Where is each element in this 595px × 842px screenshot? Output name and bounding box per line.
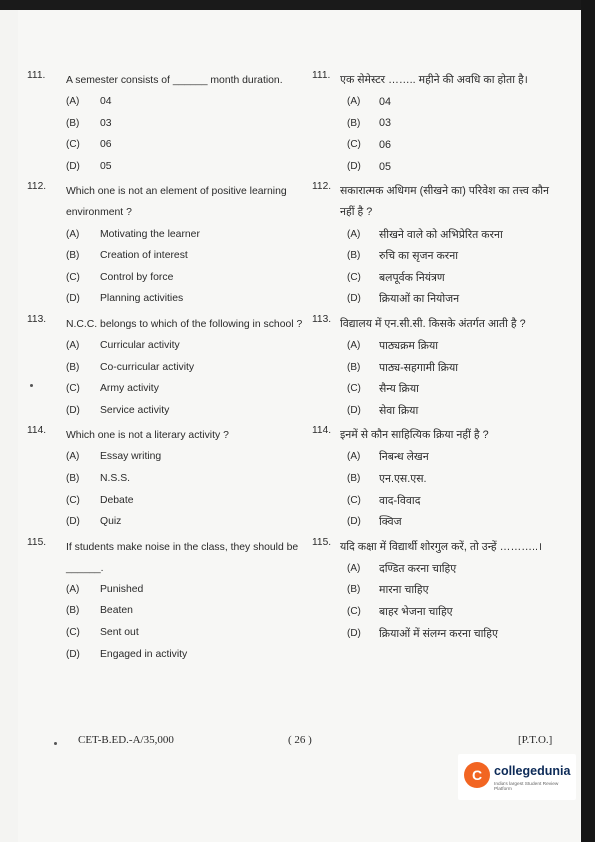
logo-name: collegedunia (494, 764, 571, 778)
option (66, 335, 306, 357)
option (66, 134, 306, 156)
question-text: विद्यालय में एन.सी.सी. किसके अंतर्गत आती है ? (340, 317, 526, 330)
option-label: (C) (347, 271, 361, 283)
option-label: (A) (66, 96, 80, 108)
paper-code: CET-B.ED.-A/35,000 (78, 734, 174, 746)
option-label: (D) (66, 404, 80, 416)
question-text: सकारात्मक अधिगम (सीखने का) परिवेश का तत्त्व कौन नहीं है ? (340, 185, 549, 219)
option (66, 446, 306, 468)
hindi-question (312, 314, 552, 421)
pto-label: [P.T.O.] (518, 734, 553, 746)
option-text: क्रियाओं का नियोजन (379, 293, 460, 306)
option-label: (B) (347, 473, 361, 485)
option-label: (A) (66, 340, 80, 352)
option-text: दण्डित करना चाहिए (379, 562, 457, 575)
option-text: Beaten (100, 605, 133, 617)
option-text: वाद-विवाद (379, 494, 421, 507)
option-text: Planning activities (100, 293, 184, 305)
option-text: Control by force (100, 271, 174, 283)
option-label: (D) (66, 648, 80, 660)
hindi-question (312, 537, 552, 644)
option (312, 558, 552, 580)
option (312, 288, 552, 310)
option-text: बलपूर्वक नियंत्रण (379, 271, 445, 284)
option-text: 03 (100, 117, 112, 129)
option-label: (A) (347, 96, 361, 108)
options-list (66, 335, 306, 421)
option-text: Curricular activity (100, 340, 180, 352)
option-label: (C) (347, 139, 361, 151)
option-text: निबन्ध लेखन (379, 451, 429, 464)
question-text: If students make noise in the class, they should be ______. (66, 541, 299, 574)
option-label: (C) (347, 494, 361, 506)
option-label: (D) (347, 627, 361, 639)
option-label: (C) (66, 626, 80, 638)
option-label: (C) (347, 383, 361, 395)
option (312, 245, 552, 267)
option-text: Punished (100, 583, 144, 595)
option-label: (A) (347, 562, 361, 574)
option-label: (D) (66, 516, 80, 528)
option (312, 91, 552, 113)
question-number: 113. (27, 313, 47, 325)
option (312, 156, 552, 178)
option-text: 06 (379, 138, 392, 151)
option (312, 601, 552, 623)
option-label: (B) (347, 361, 361, 373)
option-label: (C) (347, 605, 361, 617)
option-label: (C) (66, 383, 80, 395)
question-number: 111. (27, 70, 46, 81)
scan-edge-top (0, 0, 595, 10)
option-text: Engaged in activity (100, 648, 188, 660)
question-number: 113. (312, 313, 332, 325)
option (66, 113, 306, 135)
option-text: Quiz (100, 516, 122, 528)
option-text: 03 (379, 117, 392, 130)
option (66, 245, 306, 267)
option (312, 400, 552, 422)
question-text: यदि कक्षा में विद्यार्थी शोरगुल करें, तो उन्हें ………..। (340, 540, 543, 553)
options-list (312, 335, 552, 421)
option (312, 622, 552, 644)
option-text: सेवा क्रिया (379, 404, 419, 417)
question-number: 112. (27, 181, 47, 193)
option-label: (D) (347, 516, 361, 528)
option (66, 579, 306, 601)
hindi-question (312, 70, 552, 177)
option (312, 446, 552, 468)
options-list (66, 579, 306, 665)
question-text: Which one is not a literary activity ? (66, 430, 229, 442)
english-question (27, 181, 306, 309)
options-list (66, 91, 306, 177)
collegedunia-logo (458, 754, 576, 800)
option-text: सैन्य क्रिया (379, 383, 419, 396)
english-question (27, 425, 306, 532)
option-label: (D) (66, 293, 80, 305)
options-list (66, 446, 306, 532)
option (66, 356, 306, 378)
option-label: (A) (66, 228, 80, 240)
option (312, 113, 552, 135)
option-label: (A) (347, 228, 361, 240)
question-text: Which one is not an element of positive learning environment ? (66, 186, 287, 219)
option-label: (D) (347, 293, 361, 305)
option (66, 267, 306, 289)
page-number: ( 26 ) (288, 734, 312, 746)
option-text: Essay writing (100, 451, 162, 463)
option (66, 468, 306, 490)
english-column (27, 70, 306, 669)
option-label: (B) (347, 250, 361, 262)
options-list (66, 223, 306, 309)
question-text: A semester consists of ______ month duration. (66, 75, 283, 86)
option-label: (D) (347, 404, 361, 416)
option-label: (C) (66, 271, 80, 283)
option (312, 511, 552, 533)
option-label: (A) (347, 451, 361, 463)
option (66, 511, 306, 533)
option-label: (C) (66, 494, 80, 506)
options-list (312, 223, 552, 309)
option-text: 05 (379, 160, 392, 173)
hindi-question (312, 181, 552, 309)
question-number: 115. (312, 536, 332, 548)
logo-tagline: India's largest Student Review Platform (494, 782, 559, 792)
option-text: Motivating the learner (100, 228, 200, 240)
option-text: रुचि का सृजन करना (379, 250, 458, 263)
option-text: बाहर भेजना चाहिए (379, 605, 453, 618)
option-label: (B) (347, 584, 361, 596)
option (66, 622, 306, 644)
option-text: Service activity (100, 404, 170, 416)
option (312, 489, 552, 511)
option-label: (A) (66, 583, 80, 595)
option (312, 134, 552, 156)
option-text: पाठ्य-सहगामी क्रिया (379, 361, 459, 374)
option-text: Creation of interest (100, 250, 188, 262)
option (66, 378, 306, 400)
option-label: (D) (66, 161, 80, 173)
hindi-column (312, 70, 552, 648)
option-text: क्रियाओं में संलग्न करना चाहिए (379, 627, 498, 640)
option-label: (D) (347, 161, 361, 173)
english-question (27, 70, 306, 177)
question-number: 111. (312, 70, 331, 81)
option-label: (B) (66, 361, 80, 373)
question-number: 112. (312, 181, 332, 193)
option-text: 05 (100, 161, 112, 173)
option-text: Army activity (100, 383, 159, 395)
options-list (312, 91, 552, 177)
logo-mark-icon: C (464, 762, 490, 788)
option (312, 267, 552, 289)
option-label: (A) (66, 451, 80, 463)
option-label: (A) (347, 340, 361, 352)
option-text: 04 (379, 95, 392, 108)
option-label: (B) (66, 473, 80, 485)
option (312, 468, 552, 490)
scan-edge-right (581, 0, 595, 842)
option-label: (B) (66, 250, 80, 262)
option (66, 489, 306, 511)
option-text: एन.एस.एस. (379, 473, 427, 486)
hindi-question (312, 425, 552, 532)
option (66, 288, 306, 310)
option (66, 91, 306, 113)
english-question (27, 536, 306, 665)
option-label: (B) (347, 117, 361, 129)
option (312, 378, 552, 400)
option (66, 643, 306, 665)
option-text: सीखने वाले को अभिप्रेरित करना (379, 228, 503, 241)
option (66, 600, 306, 622)
option-text: Co-curricular activity (100, 361, 195, 373)
scan-speck (30, 384, 33, 387)
option-text: 04 (100, 96, 112, 108)
option-label: (B) (66, 117, 80, 129)
question-number: 115. (27, 536, 47, 548)
option (312, 356, 552, 378)
question-text: इनमें से कौन साहित्यिक क्रिया नहीं है ? (340, 429, 489, 442)
option-text: N.S.S. (100, 473, 131, 485)
option (66, 400, 306, 422)
option-text: Debate (100, 494, 134, 506)
english-question (27, 313, 306, 421)
question-text: एक सेमेस्टर …….. महीने की अवधि का होता है। (340, 74, 528, 86)
option (66, 223, 306, 245)
option-label: (B) (66, 605, 80, 617)
question-text: N.C.C. belongs to which of the following in school ? (66, 318, 303, 330)
option-text: Sent out (100, 626, 139, 638)
options-list (312, 558, 552, 644)
option-label: (C) (66, 139, 80, 151)
option (312, 223, 552, 245)
options-list (312, 446, 552, 532)
question-number: 114. (312, 425, 332, 437)
option-text: पाठ्यक्रम क्रिया (379, 340, 439, 353)
option (312, 335, 552, 357)
option-text: 06 (100, 139, 112, 151)
option (66, 156, 306, 178)
option (312, 579, 552, 601)
option-text: क्विज (379, 516, 402, 529)
option-text: मारना चाहिए (379, 584, 429, 597)
question-number: 114. (27, 425, 47, 437)
scan-speck (54, 742, 57, 745)
